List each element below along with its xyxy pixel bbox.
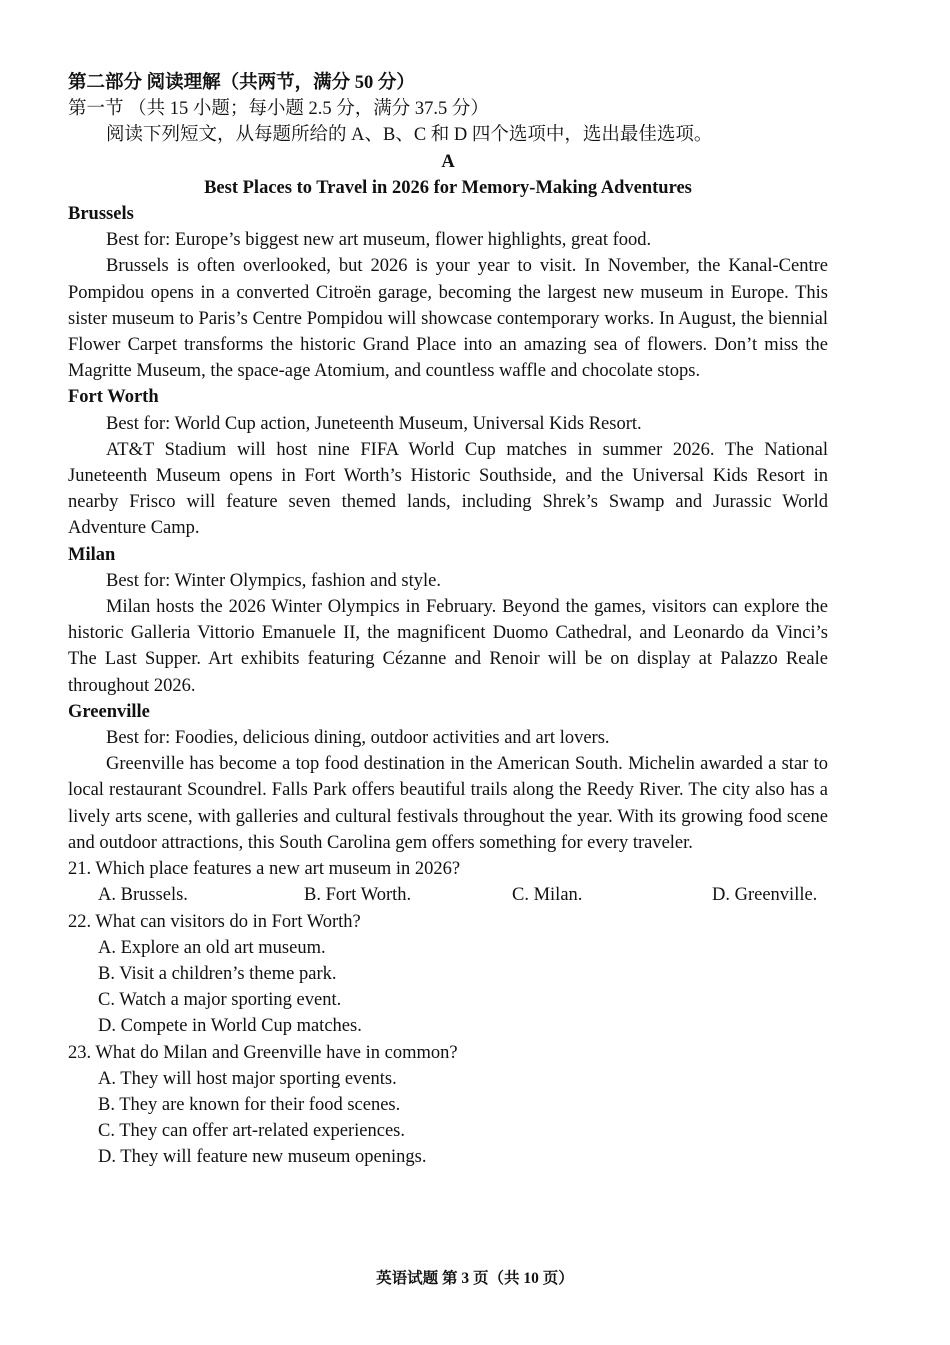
question-23 xyxy=(68,1040,828,1171)
place-section-greenville xyxy=(68,699,828,856)
best-for-line: Best for: Foodies, delicious dining, outdoor activities and art lovers. xyxy=(106,728,610,749)
place-paragraph: Greenville has become a top food destination in the American South. Michelin awarded a star to local restaurant Scoundrel. Falls Park offers beautiful trails along the Reedy River. The city also has a lively arts scene, with galleries and cultural festivals throughout the year. With its growing food scene and outdoor attractions, this South Carolina gem offers something for every traveler. xyxy=(68,754,828,853)
section-heading: 第一节 （共 15 小题；每小题 2.5 分，满分 37.5 分） xyxy=(68,99,489,120)
option-d[interactable]: D. They will feature new museum openings. xyxy=(98,1147,427,1168)
question-stem: 22. What can visitors do in Fort Worth? xyxy=(68,911,361,932)
option-a[interactable]: A. Explore an old art museum. xyxy=(98,937,326,958)
options-row xyxy=(68,882,828,908)
place-section-fort-worth xyxy=(68,384,828,541)
best-for-line: Best for: World Cup action, Juneteenth Museum, Universal Kids Resort. xyxy=(106,413,642,434)
page-footer: 英语试题 第 3 页（共 10 页） xyxy=(376,1270,574,1287)
option-b[interactable]: B. Visit a children’s theme park. xyxy=(98,963,337,984)
passage-title: Best Places to Travel in 2026 for Memory-Making Adventures xyxy=(204,177,692,198)
question-21 xyxy=(68,856,828,908)
passage-letter: A xyxy=(441,151,455,172)
place-paragraph: Milan hosts the 2026 Winter Olympics in February. Beyond the games, visitors can explore the historic Galleria Vittorio Emanuele II, the magnificent Duomo Cathedral, and Leonardo da Vinci’s The Last Supper. Art exhibits featuring Cézanne and Renoir will be on display at Palazzo Reale throughout 2026. xyxy=(68,597,828,696)
place-heading: Brussels xyxy=(68,204,134,225)
question-stem: 23. What do Milan and Greenville have in common? xyxy=(68,1042,458,1063)
option-d[interactable]: D. Greenville. xyxy=(712,885,818,906)
option-a[interactable]: A. They will host major sporting events. xyxy=(98,1068,397,1089)
instruction: 阅读下列短文，从每题所给的 A、B、C 和 D 四个选项中，选出最佳选项。 xyxy=(106,125,713,146)
place-heading: Greenville xyxy=(68,701,150,722)
place-heading: Milan xyxy=(68,544,116,565)
option-c[interactable]: C. Milan. xyxy=(512,885,583,906)
option-b[interactable]: B. They are known for their food scenes. xyxy=(98,1094,401,1115)
place-paragraph: AT&T Stadium will host nine FIFA World Cup matches in summer 2026. The National Juneteenth Museum opens in Fort Worth’s Historic Southside, and the Universal Kids Resort in nearby Frisco will feature seven themed lands, including Shrek’s Swamp and Jurassic World Adventure Camp. xyxy=(68,439,828,539)
question-22 xyxy=(68,909,828,1040)
best-for-line: Best for: Winter Olympics, fashion and style. xyxy=(106,570,441,591)
place-paragraph: Brussels is often overlooked, but 2026 is your year to visit. In November, the Kanal-Centre Pompidou opens in a converted Citroën garage, becoming the largest new museum in Europe. This sister museum to Paris’s Centre Pompidou will showcase contemporary works. In August, the biennial Flower Carpet transforms the historic Grand Place into an amazing sea of flowers. Don’t miss the Magritte Museum, the space-age Atomium, and countless waffle and chocolate stops. xyxy=(68,256,828,382)
option-d[interactable]: D. Compete in World Cup matches. xyxy=(98,1016,362,1037)
best-for-line: Best for: Europe’s biggest new art museum, flower highlights, great food. xyxy=(106,230,652,251)
exam-page xyxy=(68,70,828,1171)
place-heading: Fort Worth xyxy=(68,387,159,408)
option-c[interactable]: C. They can offer art-related experiences. xyxy=(98,1121,405,1142)
option-a[interactable]: A. Brussels. xyxy=(98,885,188,906)
question-stem: 21. Which place features a new art museum in 2026? xyxy=(68,859,461,880)
place-section-brussels xyxy=(68,201,828,384)
option-b[interactable]: B. Fort Worth. xyxy=(304,885,412,906)
part-heading: 第二部分 阅读理解（共两节，满分 50 分） xyxy=(68,73,415,93)
option-c[interactable]: C. Watch a major sporting event. xyxy=(98,990,342,1011)
place-section-milan xyxy=(68,542,828,699)
